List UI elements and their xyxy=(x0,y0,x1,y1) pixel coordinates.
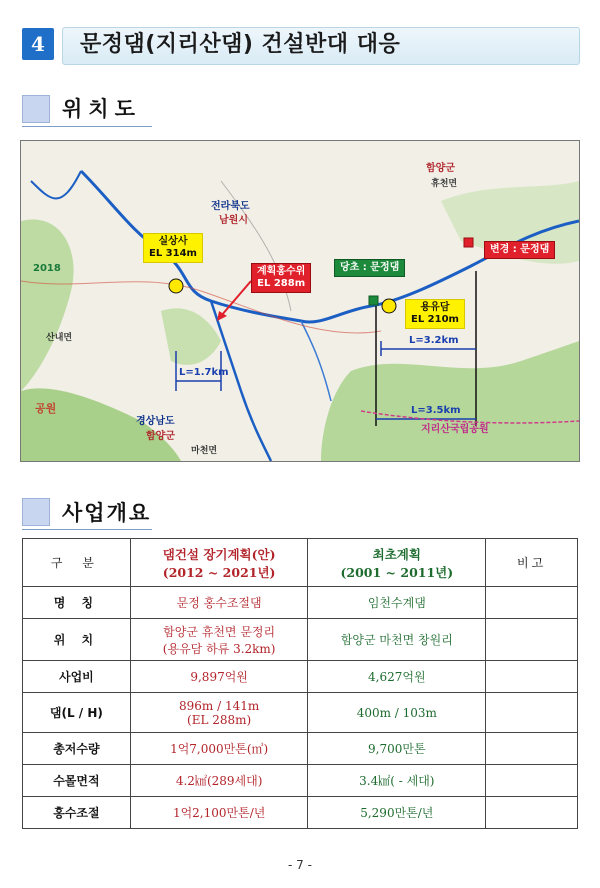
cell-orig: 3.4㎢( - 세대) xyxy=(308,765,486,797)
distance-label-3: L=3.5km xyxy=(411,405,461,416)
cell-new: 9,897억원 xyxy=(130,661,308,693)
table-row xyxy=(23,619,578,661)
cell-new-line2: (용유담 하류 3.2km) xyxy=(162,641,276,656)
overview-heading-box xyxy=(22,498,50,526)
header-orig-plan xyxy=(308,539,486,587)
table-row xyxy=(23,661,578,693)
row-label: 수몰면적 xyxy=(23,765,131,797)
distance-label-1: L=1.7km xyxy=(179,367,229,378)
cell-new-line1: 함양군 휴천면 문정리 xyxy=(163,624,276,639)
map-label-park-left: 공원 xyxy=(35,402,57,415)
cell-remarks xyxy=(486,797,578,829)
header-new-plan-title: 댐건설 장기계획(안) xyxy=(162,546,276,562)
table-row xyxy=(23,765,578,797)
cell-new: 4.2㎢(289세대) xyxy=(130,765,308,797)
cell-new: 문정 홍수조절댐 xyxy=(130,587,308,619)
changed-dam-callout: 변경 : 문정댐 xyxy=(484,241,555,259)
table-row xyxy=(23,797,578,829)
cell-new-line1: 896m / 141m xyxy=(179,698,260,713)
header-category: 구 분 xyxy=(23,539,131,587)
map-label-hamyang-bottom: 함양군 xyxy=(146,431,175,442)
row-label: 명 칭 xyxy=(23,587,131,619)
plan-flood-level-name: 계획홍수위 xyxy=(257,266,306,277)
cell-remarks xyxy=(486,733,578,765)
cell-orig: 4,627억원 xyxy=(308,661,486,693)
row-label: 사업비 xyxy=(23,661,131,693)
cell-new: 1억2,100만톤/년 xyxy=(130,797,308,829)
table-row xyxy=(23,587,578,619)
silsangsa-elevation: EL 314m xyxy=(149,248,197,259)
cell-new xyxy=(130,619,308,661)
header-new-plan xyxy=(130,539,308,587)
row-label: 홍수조절 xyxy=(23,797,131,829)
map-label-year: 2018 xyxy=(33,263,61,274)
map-label-hamyang-top: 함양군 xyxy=(426,163,455,174)
map-label-machoen: 마천면 xyxy=(191,446,218,456)
location-map xyxy=(20,140,580,462)
header-new-plan-period: (2012 ~ 2021년) xyxy=(162,564,276,580)
header-orig-plan-period: (2001 ~ 2011년) xyxy=(340,564,454,580)
header-orig-plan-title: 최초계획 xyxy=(372,546,421,562)
section-title: 문정댐(지리산댐) 건설반대 대응 xyxy=(80,32,401,57)
location-heading-box xyxy=(22,95,50,123)
overview-heading-underline xyxy=(22,529,152,530)
map-label-hyucheon: 휴천면 xyxy=(431,179,458,189)
cell-orig: 5,290만톤/년 xyxy=(308,797,486,829)
row-label: 댐(L / H) xyxy=(23,693,131,733)
map-label-namwon: 남원시 xyxy=(219,215,248,226)
section-number: 4 xyxy=(22,28,54,60)
silsangsa-name: 실상사 xyxy=(158,236,188,247)
map-graphic xyxy=(21,141,579,461)
overview-heading: 사업개요 xyxy=(62,501,152,525)
cell-orig: 400m / 103m xyxy=(308,693,486,733)
cell-remarks xyxy=(486,587,578,619)
yongyutam-callout xyxy=(405,299,465,329)
plan-flood-level-elevation: EL 288m xyxy=(257,278,306,289)
map-label-jeonbuk: 전라북도 xyxy=(211,201,250,212)
cell-remarks xyxy=(486,619,578,661)
table-header-row xyxy=(23,539,578,587)
table-row xyxy=(23,693,578,733)
map-label-sannae: 산내면 xyxy=(46,333,73,343)
row-label: 총저수량 xyxy=(23,733,131,765)
cell-orig: 함양군 마천면 창원리 xyxy=(308,619,486,661)
page-number: - 7 - xyxy=(288,858,312,872)
yongyutam-elevation: EL 210m xyxy=(411,314,459,325)
location-heading-underline xyxy=(22,126,152,127)
cell-remarks xyxy=(486,765,578,797)
distance-label-2: L=3.2km xyxy=(409,335,459,346)
original-dam-callout: 당초 : 문정댐 xyxy=(334,259,405,277)
plan-flood-level-callout xyxy=(251,263,311,293)
header-remarks: 비고 xyxy=(486,539,578,587)
silsangsa-callout xyxy=(143,233,203,263)
table-row xyxy=(23,733,578,765)
cell-remarks xyxy=(486,693,578,733)
map-label-gyeongnam: 경상남도 xyxy=(136,416,175,427)
yongyutam-name: 용유담 xyxy=(420,302,450,313)
cell-new xyxy=(130,693,308,733)
cell-new-line2: (EL 288m) xyxy=(187,712,252,727)
location-heading: 위치도 xyxy=(62,97,141,121)
row-label: 위 치 xyxy=(23,619,131,661)
map-label-park-right: 지리산국립공원 xyxy=(421,424,489,435)
overview-table xyxy=(22,538,578,829)
cell-new: 1억7,000만톤(㎥) xyxy=(130,733,308,765)
cell-orig: 임천수계댐 xyxy=(308,587,486,619)
cell-remarks xyxy=(486,661,578,693)
cell-orig: 9,700만톤 xyxy=(308,733,486,765)
